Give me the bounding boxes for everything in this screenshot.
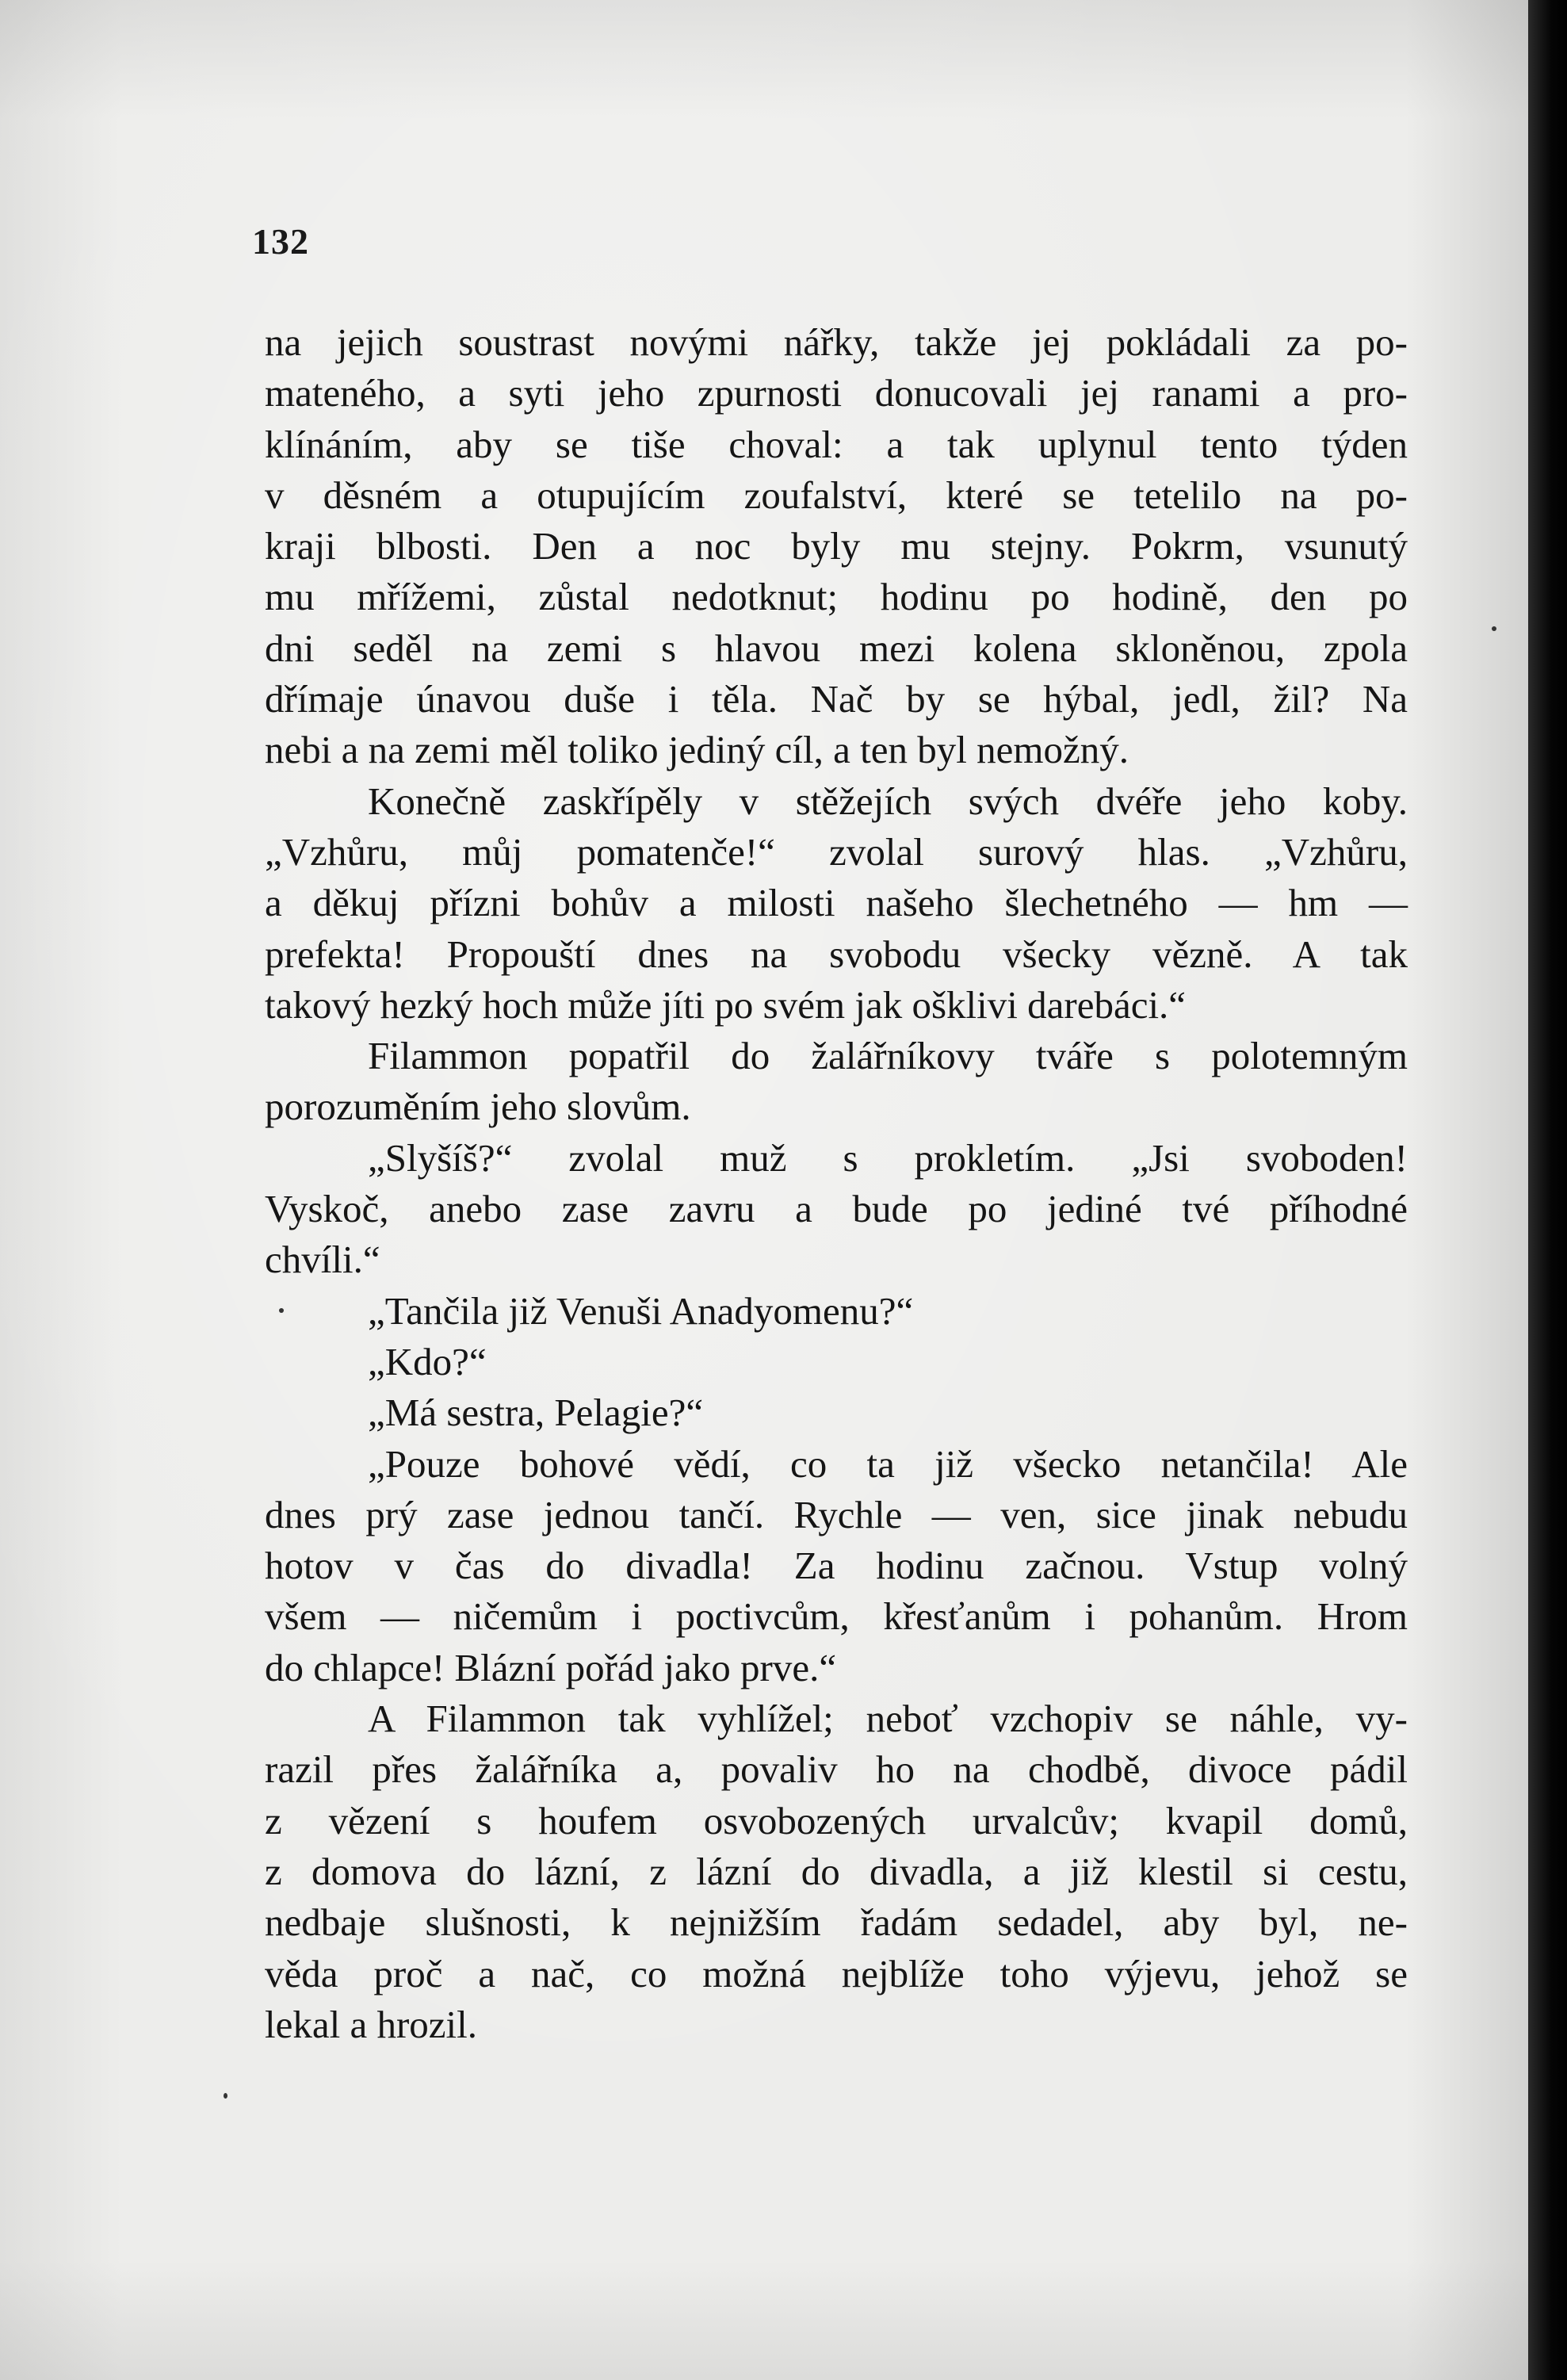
text-line: hotov v čas do divadla! Za hodinu začnou. Vstup volný [265, 1544, 1408, 1588]
text-line: v děsném a otupujícím zoufalství, které se tetelilo na po- [265, 473, 1408, 517]
text-line: „Kdo?“ [368, 1339, 487, 1383]
text-line: razil přes žalářníka a, povaliv ho na chodbě, divoce pádil [265, 1747, 1408, 1792]
text-line: dřímaje únavou duše i těla. Nač by se hýbal, jedl, žil? Na [265, 677, 1408, 721]
text-line: lekal a hrozil. [265, 2002, 478, 2046]
text-line: Filammon popatřil do žalářníkovy tváře s polotemným [368, 1034, 1408, 1078]
text-line: na jejich soustrast novými nářky, takže jej pokládali za po- [265, 320, 1408, 364]
text-line: dni seděl na zemi s hlavou mezi kolena skloněnou, zpola [265, 626, 1408, 670]
text-line: „Vzhůru, můj pomatenče!“ zvolal surový hlas. „Vzhůru, [265, 829, 1408, 874]
text-line: a děkuj přízni bohův a milosti našeho šlechetného — hm — [265, 881, 1408, 925]
text-line: mu mřížemi, zůstal nedotknut; hodinu po hodině, den po [265, 575, 1408, 619]
text-line: všem — ničemům i poctivcům, křesťanům i pohanům. Hrom [265, 1594, 1408, 1639]
text-line: mateného, a syti jeho zpurnosti donucovali jej ranami a pro- [265, 371, 1408, 415]
text-line: z vězení s houfem osvobozených urvalcův; kvapil domů, [265, 1798, 1408, 1842]
text-line: Vyskoč, anebo zase zavru a bude po jediné tvé příhodné [265, 1187, 1408, 1231]
text-line: „Slyšíš?“ zvolal muž s prokletím. „Jsi svoboden! [368, 1135, 1408, 1180]
text-line: z domova do lázní, z lázní do divadla, a již klestil si cestu, [265, 1849, 1408, 1893]
text-line: „Pouze bohové vědí, co ta již všecko netančila! Ale [368, 1441, 1408, 1486]
text-line: chvíli.“ [265, 1238, 380, 1282]
text-line: kraji blbosti. Den a noc byly mu stejny. Pokrm, vsunutý [265, 524, 1408, 568]
page-edge-shadow [1528, 0, 1567, 2380]
text-line: takový hezký hoch může jíti po svém jak ošklivi darebáci.“ [265, 982, 1187, 1027]
text-line: porozuměním jeho slovům. [265, 1085, 691, 1129]
text-line: nedbaje slušnosti, k nejnižším řadám sedadel, aby byl, ne- [265, 1900, 1408, 1945]
text-line: Konečně zaskřípěly v stěžejích svých dvéře jeho koby. [368, 779, 1408, 823]
text-line: dnes prý zase jednou tančí. Rychle — ven, sice jinak nebudu [265, 1492, 1408, 1536]
text-line: „Tančila již Venuši Anadyomenu?“ [368, 1288, 914, 1333]
body-text [265, 317, 1408, 2050]
text-line: do chlapce! Blázní pořád jako prve.“ [265, 1645, 837, 1689]
text-line: klínáním, aby se tiše choval: a tak uplynul tento týden [265, 422, 1408, 466]
text-line: „Má sestra, Pelagie?“ [368, 1391, 704, 1435]
ink-speck [279, 1308, 284, 1313]
text-line: věda proč a nač, co možná nejblíže toho výjevu, jehož se [265, 1951, 1408, 1995]
text-line: nebi a na zemi měl toliko jediný cíl, a ten byl nemožný. [265, 728, 1129, 772]
text-line: A Filammon tak vyhlížel; neboť vzchopiv se náhle, vy- [368, 1697, 1408, 1741]
ink-speck [1492, 626, 1496, 631]
page-number: 132 [252, 221, 309, 262]
ink-speck [224, 2093, 227, 2099]
text-line: prefekta! Propouští dnes na svobodu všecky vězně. A tak [265, 932, 1408, 976]
